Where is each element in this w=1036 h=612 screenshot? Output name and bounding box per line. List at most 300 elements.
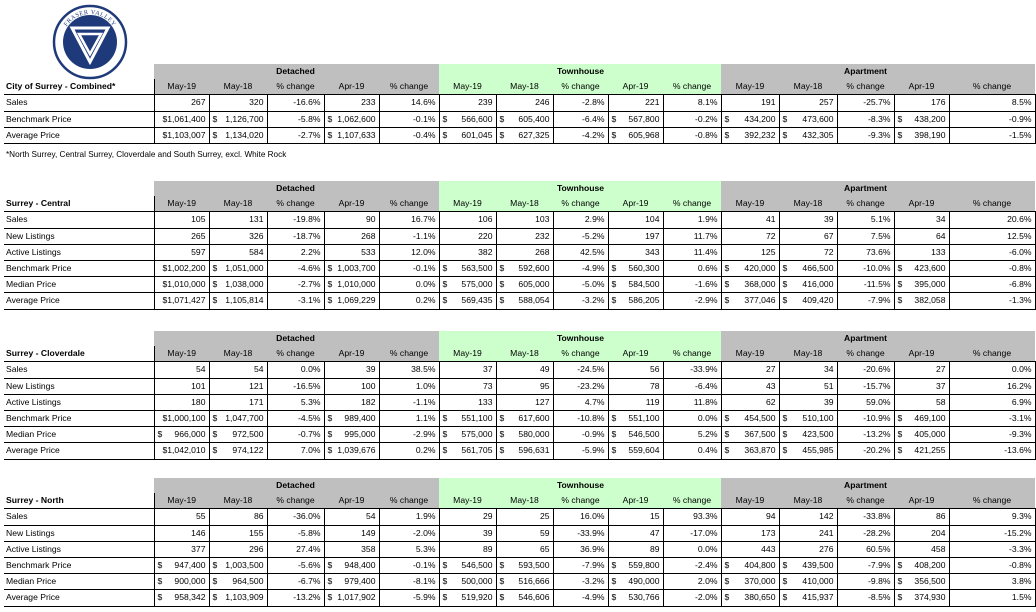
table-cell: $ 551,100 <box>608 410 663 426</box>
table-cell: 11.7% <box>663 228 721 244</box>
table-cell: $ 948,400 <box>324 557 379 573</box>
table-cell: -4.2% <box>553 127 608 143</box>
row-label: Active Listings <box>4 394 154 410</box>
table-cell: 90 <box>324 212 379 228</box>
table-row <box>4 228 1035 244</box>
row-label: Median Price <box>4 277 154 293</box>
table-cell: 5.2% <box>663 427 721 443</box>
group-bg-cell <box>439 478 496 493</box>
table-cell: 16.0% <box>553 509 608 525</box>
table-cell: 3.8% <box>949 574 1035 590</box>
column-header: Apr-19 <box>894 79 949 95</box>
table-cell: -3.3% <box>949 541 1035 557</box>
group-label: Detached <box>267 478 324 493</box>
table-cell: 43 <box>721 378 779 394</box>
column-header: % change <box>267 79 324 95</box>
table-cell: 73.6% <box>837 244 894 260</box>
table-row <box>4 394 1035 410</box>
group-bg-cell <box>949 64 1035 79</box>
table-cell: 38.5% <box>379 362 439 378</box>
column-header: % change <box>663 493 721 509</box>
table-cell: $ 473,600 <box>779 111 837 127</box>
table-row <box>4 590 1035 606</box>
table-cell: 2.2% <box>267 244 324 260</box>
table-cell: $ 490,000 <box>608 574 663 590</box>
table-cell: 1.0% <box>379 378 439 394</box>
column-header: % change <box>837 196 894 212</box>
column-header: Apr-19 <box>324 196 379 212</box>
group-bg-cell <box>154 181 209 196</box>
group-bg-cell <box>496 181 553 196</box>
group-bg-cell <box>496 64 553 79</box>
table-row <box>4 443 1035 459</box>
group-bg-cell <box>608 64 663 79</box>
table-cell: $ 382,058 <box>894 293 949 309</box>
table-row <box>4 574 1035 590</box>
table-cell: $ 1,107,633 <box>324 127 379 143</box>
table-cell: -2.9% <box>663 293 721 309</box>
table-cell: 42.5% <box>553 244 608 260</box>
table-cell: $ 423,500 <box>779 427 837 443</box>
table-cell: $ 530,766 <box>608 590 663 606</box>
table-cell: -33.9% <box>663 362 721 378</box>
table-cell: -33.9% <box>553 525 608 541</box>
table-cell: 191 <box>721 95 779 111</box>
group-bg-cell <box>663 478 721 493</box>
group-bg-cell <box>894 181 949 196</box>
group-bg-cell <box>154 478 209 493</box>
table-cell: $ 377,046 <box>721 293 779 309</box>
column-header: % change <box>837 79 894 95</box>
table-cell: -8.1% <box>379 574 439 590</box>
table-cell: 59.0% <box>837 394 894 410</box>
table-cell: 104 <box>608 212 663 228</box>
group-label: Detached <box>267 331 324 346</box>
group-bg-cell <box>663 64 721 79</box>
table-row <box>4 260 1035 276</box>
table-cell: $ 416,000 <box>779 277 837 293</box>
table-row <box>4 378 1035 394</box>
column-header: % change <box>379 79 439 95</box>
market-table <box>4 331 1036 460</box>
group-bg-cell <box>779 181 837 196</box>
table-cell: -13.2% <box>837 427 894 443</box>
table-cell: -0.8% <box>949 557 1035 573</box>
section-title: Surrey - Central <box>4 196 154 212</box>
column-header: Apr-19 <box>608 79 663 95</box>
group-bg-cell <box>439 181 496 196</box>
row-label: Benchmark Price <box>4 557 154 573</box>
table-cell: 54 <box>209 362 267 378</box>
table-row <box>4 127 1035 143</box>
column-header: May-18 <box>779 196 837 212</box>
table-cell: $ 1,126,700 <box>209 111 267 127</box>
column-header: Apr-19 <box>894 346 949 362</box>
row-label: Sales <box>4 212 154 228</box>
table-cell: $ 374,930 <box>894 590 949 606</box>
table-cell: 268 <box>324 228 379 244</box>
table-cell: -2.0% <box>379 525 439 541</box>
table-cell: 25 <box>496 509 553 525</box>
table-cell: -6.0% <box>949 244 1035 260</box>
table-cell: $ 370,000 <box>721 574 779 590</box>
table-cell: $ 392,232 <box>721 127 779 143</box>
table-cell: 220 <box>439 228 496 244</box>
empty-cell <box>4 478 154 493</box>
table-cell: -24.5% <box>553 362 608 378</box>
table-cell: 7.5% <box>837 228 894 244</box>
group-bg-cell <box>608 331 663 346</box>
group-header-row <box>4 478 1035 493</box>
table-cell: 221 <box>608 95 663 111</box>
column-header: % change <box>949 346 1035 362</box>
column-header: % change <box>949 196 1035 212</box>
table-cell: 533 <box>324 244 379 260</box>
column-header: % change <box>837 346 894 362</box>
column-header: May-19 <box>721 79 779 95</box>
table-cell: -15.2% <box>949 525 1035 541</box>
table-cell: -3.1% <box>267 293 324 309</box>
column-header-row <box>4 346 1035 362</box>
row-label: Sales <box>4 95 154 111</box>
row-label: Benchmark Price <box>4 260 154 276</box>
table-cell: $ 1,062,600 <box>324 111 379 127</box>
table-cell: -9.8% <box>837 574 894 590</box>
table-cell: 1.9% <box>663 212 721 228</box>
table-cell: $ 979,400 <box>324 574 379 590</box>
group-bg-cell <box>324 331 379 346</box>
column-header: May-19 <box>439 196 496 212</box>
table-cell: -33.8% <box>837 509 894 525</box>
column-header: Apr-19 <box>324 79 379 95</box>
table-cell: -2.9% <box>379 427 439 443</box>
column-header-row <box>4 196 1035 212</box>
group-label: Apartment <box>837 181 894 196</box>
table-cell: $ 972,500 <box>209 427 267 443</box>
table-cell: 5.1% <box>837 212 894 228</box>
table-cell: $ 1,069,229 <box>324 293 379 309</box>
table-cell: 155 <box>209 525 267 541</box>
table-cell: $ 596,631 <box>496 443 553 459</box>
table-cell: 27 <box>894 362 949 378</box>
table-cell: $ 563,500 <box>439 260 496 276</box>
table-cell: $ 561,705 <box>439 443 496 459</box>
table-cell: 29 <box>439 509 496 525</box>
table-row <box>4 111 1035 127</box>
column-header: May-19 <box>721 346 779 362</box>
table-cell: $ 958,342 <box>154 590 209 606</box>
table-cell: $ 439,500 <box>779 557 837 573</box>
table-cell: $ 420,000 <box>721 260 779 276</box>
table-cell: 241 <box>779 525 837 541</box>
table-cell: 49 <box>496 362 553 378</box>
table-row <box>4 95 1035 111</box>
logo-top-text: FRASER VALLEY <box>62 8 118 28</box>
group-bg-cell <box>663 331 721 346</box>
table-cell: 59 <box>496 525 553 541</box>
table-cell: -5.9% <box>553 443 608 459</box>
table-cell: $ 1,039,676 <box>324 443 379 459</box>
table-cell: $ 1,105,814 <box>209 293 267 309</box>
table-cell: 246 <box>496 95 553 111</box>
table-cell: $ 510,100 <box>779 410 837 426</box>
table-cell: $ 438,200 <box>894 111 949 127</box>
column-header: % change <box>553 79 608 95</box>
table-cell: 34 <box>779 362 837 378</box>
table-cell: -36.0% <box>267 509 324 525</box>
column-header: % change <box>553 493 608 509</box>
column-header: % change <box>267 346 324 362</box>
row-label: Average Price <box>4 293 154 309</box>
table-cell: 95 <box>496 378 553 394</box>
table-cell: $1,002,200 <box>154 260 209 276</box>
group-label: Detached <box>267 64 324 79</box>
table-cell: 276 <box>779 541 837 557</box>
column-header: Apr-19 <box>894 196 949 212</box>
table-cell: -10.0% <box>837 260 894 276</box>
table-cell: -0.8% <box>949 260 1035 276</box>
table-cell: -6.4% <box>663 378 721 394</box>
table-cell: $ 395,000 <box>894 277 949 293</box>
table-cell: $ 617,600 <box>496 410 553 426</box>
table-cell: -0.9% <box>949 111 1035 127</box>
table-cell: 171 <box>209 394 267 410</box>
table-cell: $ 405,000 <box>894 427 949 443</box>
table-cell: 11.8% <box>663 394 721 410</box>
table-cell: $ 1,003,700 <box>324 260 379 276</box>
column-header: May-18 <box>496 346 553 362</box>
column-header: May-18 <box>496 79 553 95</box>
group-label: Townhouse <box>553 331 608 346</box>
table-cell: 16.2% <box>949 378 1035 394</box>
table-cell: $ 423,600 <box>894 260 949 276</box>
column-header: May-18 <box>496 196 553 212</box>
table-cell: -17.0% <box>663 525 721 541</box>
table-cell: $1,000,100 <box>154 410 209 426</box>
table-cell: -7.9% <box>837 557 894 573</box>
table-cell: $ 566,600 <box>439 111 496 127</box>
table-cell: 597 <box>154 244 209 260</box>
group-bg-cell <box>663 181 721 196</box>
column-header: May-18 <box>209 79 267 95</box>
table-cell: 64 <box>894 228 949 244</box>
group-bg-cell <box>496 331 553 346</box>
table-cell: 5.3% <box>379 541 439 557</box>
table-cell: -3.2% <box>553 293 608 309</box>
table-cell: $ 601,045 <box>439 127 496 143</box>
group-bg-cell <box>779 64 837 79</box>
market-table <box>4 478 1036 607</box>
group-bg-cell <box>894 64 949 79</box>
table-cell: 62 <box>721 394 779 410</box>
table-cell: -0.9% <box>553 427 608 443</box>
row-label: New Listings <box>4 378 154 394</box>
table-cell: 320 <box>209 95 267 111</box>
table-cell: $ 368,000 <box>721 277 779 293</box>
table-cell: $ 947,400 <box>154 557 209 573</box>
table-cell: $ 1,103,909 <box>209 590 267 606</box>
table-cell: $ 580,000 <box>496 427 553 443</box>
table-cell: 39 <box>779 394 837 410</box>
table-cell: -10.8% <box>553 410 608 426</box>
table-cell: 93.3% <box>663 509 721 525</box>
market-table <box>4 64 1036 144</box>
table-row <box>4 362 1035 378</box>
table-cell: 20.6% <box>949 212 1035 228</box>
table-cell: -6.8% <box>949 277 1035 293</box>
group-bg-cell <box>154 64 209 79</box>
section-title: Surrey - Cloverdale <box>4 346 154 362</box>
column-header: % change <box>949 493 1035 509</box>
column-header: % change <box>663 346 721 362</box>
table-cell: $ 409,420 <box>779 293 837 309</box>
table-cell: 60.5% <box>837 541 894 557</box>
table-cell: 5.3% <box>267 394 324 410</box>
table-cell: -0.8% <box>663 127 721 143</box>
table-cell: 55 <box>154 509 209 525</box>
table-row <box>4 557 1035 573</box>
table-cell: -8.3% <box>837 111 894 127</box>
group-bg-cell <box>721 331 779 346</box>
table-cell: $1,042,010 <box>154 443 209 459</box>
table-cell: -1.3% <box>949 293 1035 309</box>
table-cell: -1.1% <box>379 228 439 244</box>
table-cell: 326 <box>209 228 267 244</box>
table-cell: 103 <box>496 212 553 228</box>
table-cell: 73 <box>439 378 496 394</box>
group-bg-cell <box>608 181 663 196</box>
table-cell: 176 <box>894 95 949 111</box>
table-cell: -5.8% <box>267 111 324 127</box>
table-cell: 56 <box>608 362 663 378</box>
table-cell: 51 <box>779 378 837 394</box>
table-cell: -15.7% <box>837 378 894 394</box>
table-cell: -2.7% <box>267 127 324 143</box>
table-cell: $ 974,122 <box>209 443 267 459</box>
table-cell: 458 <box>894 541 949 557</box>
table-cell: $ 551,100 <box>439 410 496 426</box>
group-label: Townhouse <box>553 181 608 196</box>
group-bg-cell <box>209 181 267 196</box>
group-bg-cell <box>439 64 496 79</box>
table-cell: 0.0% <box>949 362 1035 378</box>
row-label: New Listings <box>4 525 154 541</box>
table-cell: $1,071,427 <box>154 293 209 309</box>
table-cell: 0.6% <box>663 260 721 276</box>
table-cell: 1.5% <box>949 590 1035 606</box>
table-cell: $ 519,920 <box>439 590 496 606</box>
group-bg-cell <box>949 181 1035 196</box>
column-header: % change <box>663 196 721 212</box>
row-label: Benchmark Price <box>4 410 154 426</box>
group-bg-cell <box>496 478 553 493</box>
row-label: Sales <box>4 362 154 378</box>
column-header: May-19 <box>154 79 209 95</box>
table-cell: 7.0% <box>267 443 324 459</box>
table-cell: 358 <box>324 541 379 557</box>
table-cell: $ 1,051,000 <box>209 260 267 276</box>
market-table <box>4 181 1036 310</box>
group-bg-cell <box>379 331 439 346</box>
row-label: Active Listings <box>4 541 154 557</box>
group-bg-cell <box>379 64 439 79</box>
logo-bottom-text: REAL ESTATE BOARD <box>64 50 116 70</box>
column-header: May-19 <box>154 493 209 509</box>
table-cell: $ 569,435 <box>439 293 496 309</box>
column-header-row <box>4 493 1035 509</box>
table-cell: -4.5% <box>267 410 324 426</box>
group-label: Townhouse <box>553 64 608 79</box>
table-row <box>4 244 1035 260</box>
table-cell: $ 560,300 <box>608 260 663 276</box>
table-cell: $ 584,500 <box>608 277 663 293</box>
table-cell: 78 <box>608 378 663 394</box>
column-header: Apr-19 <box>324 346 379 362</box>
table-cell: $ 995,000 <box>324 427 379 443</box>
column-header: May-18 <box>209 346 267 362</box>
table-cell: $ 356,500 <box>894 574 949 590</box>
column-header: % change <box>663 79 721 95</box>
table-cell: 15 <box>608 509 663 525</box>
section-title: Surrey - North <box>4 493 154 509</box>
table-cell: -16.5% <box>267 378 324 394</box>
table-cell: -4.6% <box>267 260 324 276</box>
group-bg-cell <box>721 478 779 493</box>
table-cell: $ 398,190 <box>894 127 949 143</box>
section-0 <box>4 64 1032 144</box>
table-cell: $ 546,606 <box>496 590 553 606</box>
column-header: May-18 <box>209 196 267 212</box>
table-cell: 37 <box>439 362 496 378</box>
table-cell: -25.7% <box>837 95 894 111</box>
table-cell: 6.9% <box>949 394 1035 410</box>
table-cell: $ 434,200 <box>721 111 779 127</box>
column-header: Apr-19 <box>608 493 663 509</box>
table-cell: $ 605,968 <box>608 127 663 143</box>
table-cell: $ 1,134,020 <box>209 127 267 143</box>
group-label: Detached <box>267 181 324 196</box>
group-bg-cell <box>608 478 663 493</box>
section-1 <box>4 181 1032 310</box>
table-row <box>4 427 1035 443</box>
row-label: Average Price <box>4 590 154 606</box>
table-cell: -7.9% <box>553 557 608 573</box>
group-header-row <box>4 181 1035 196</box>
table-cell: -28.2% <box>837 525 894 541</box>
table-cell: 34 <box>894 212 949 228</box>
row-label: Benchmark Price <box>4 111 154 127</box>
table-cell: -13.2% <box>267 590 324 606</box>
group-bg-cell <box>949 331 1035 346</box>
column-header: May-19 <box>154 346 209 362</box>
table-cell: 204 <box>894 525 949 541</box>
table-cell: -5.0% <box>553 277 608 293</box>
table-cell: 232 <box>496 228 553 244</box>
table-cell: 0.2% <box>379 293 439 309</box>
table-cell: 39 <box>324 362 379 378</box>
column-header: May-19 <box>154 196 209 212</box>
table-cell: $ 627,325 <box>496 127 553 143</box>
table-cell: 0.0% <box>267 362 324 378</box>
table-cell: 0.0% <box>663 541 721 557</box>
table-cell: 0.4% <box>663 443 721 459</box>
column-header: May-19 <box>721 493 779 509</box>
table-cell: 72 <box>779 244 837 260</box>
table-row <box>4 293 1035 309</box>
table-cell: $ 367,500 <box>721 427 779 443</box>
table-cell: 2.0% <box>663 574 721 590</box>
table-cell: $ 575,000 <box>439 427 496 443</box>
